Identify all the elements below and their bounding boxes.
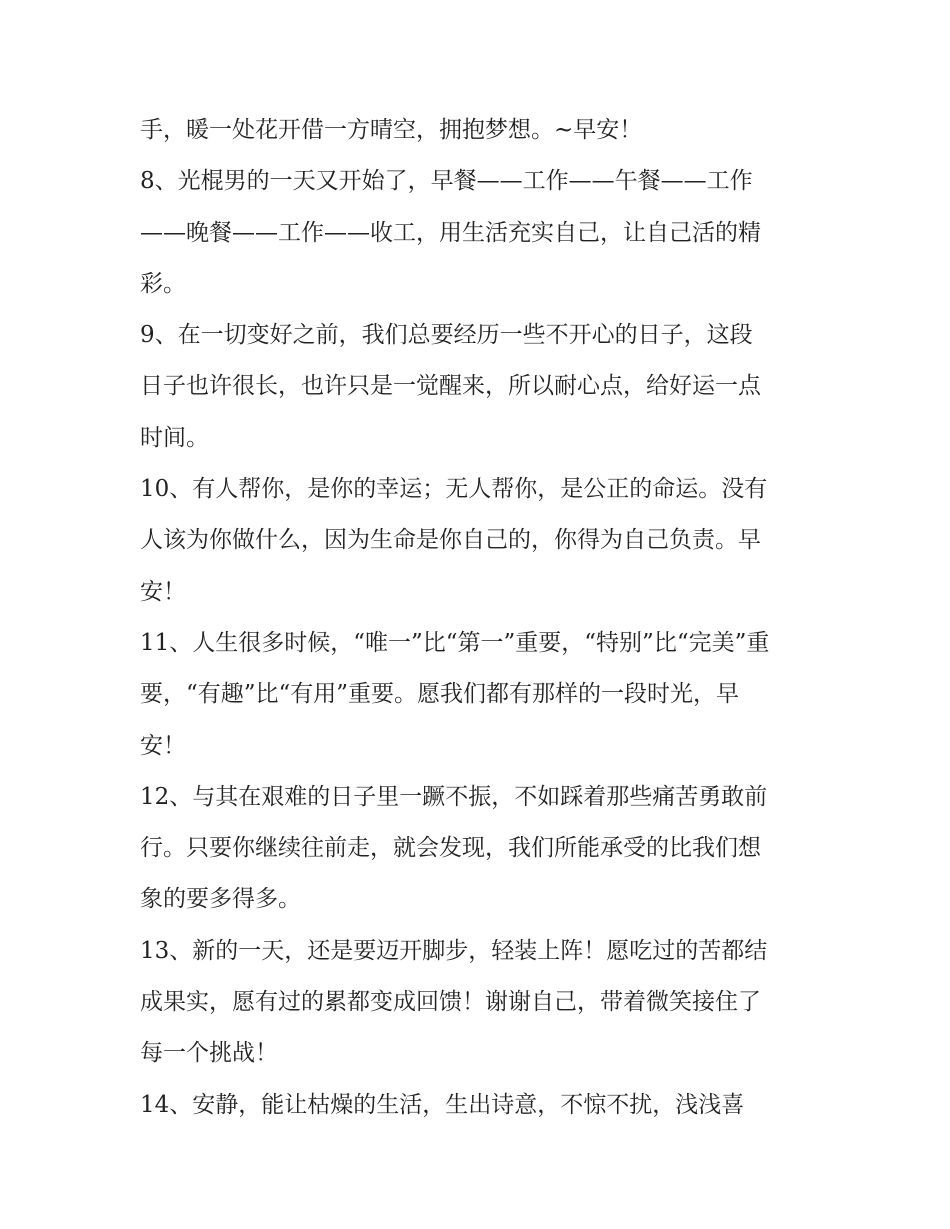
text-line: 11、人生很多时候，“唯一”比“第一”重要，“特别”比“完美”重 bbox=[140, 629, 770, 656]
text-line: 14、安静，能让枯燥的生活，生出诗意，不惊不扰，浅浅喜 bbox=[140, 1091, 745, 1118]
document-text-body bbox=[140, 105, 830, 1131]
text-line: 安！ bbox=[140, 732, 186, 759]
text-line: 象的要多得多。 bbox=[140, 886, 301, 913]
text-line: ——晚餐——工作——收工，用生活充实自己，让自己活的精 bbox=[140, 219, 761, 246]
text-line: 彩。 bbox=[140, 270, 186, 297]
text-line: 人该为你做什么，因为生命是你自己的，你得为自己负责。早 bbox=[140, 527, 761, 554]
text-line: 每一个挑战！ bbox=[140, 1040, 278, 1067]
text-line: 要，“有趣”比“有用”重要。愿我们都有那样的一段时光，早 bbox=[140, 681, 740, 708]
text-line: 8、光棍男的一天又开始了，早餐——工作——午餐——工作 bbox=[140, 168, 753, 195]
text-line: 手，暖一处花开借一方晴空，拥抱梦想。~早安！ bbox=[140, 117, 643, 143]
text-line: 成果实，愿有过的累都变成回馈！谢谢自己，带着微笑接住了 bbox=[140, 989, 761, 1016]
text-line: 13、新的一天，还是要迈开脚步，轻装上阵！愿吃过的苦都结 bbox=[140, 937, 768, 964]
text-line: 日子也许很长，也许只是一觉醒来，所以耐心点，给好运一点 bbox=[140, 373, 761, 400]
text-line: 9、在一切变好之前，我们总要经历一些不开心的日子，这段 bbox=[140, 322, 753, 349]
text-line: 10、有人帮你，是你的幸运；无人帮你，是公正的命运。没有 bbox=[140, 476, 768, 503]
text-line: 行。只要你继续往前走，就会发现，我们所能承受的比我们想 bbox=[140, 835, 761, 862]
text-line: 时间。 bbox=[140, 424, 209, 451]
text-line: 安！ bbox=[140, 578, 186, 605]
text-line: 12、与其在艰难的日子里一蹶不振，不如踩着那些痛苦勇敢前 bbox=[140, 783, 768, 810]
